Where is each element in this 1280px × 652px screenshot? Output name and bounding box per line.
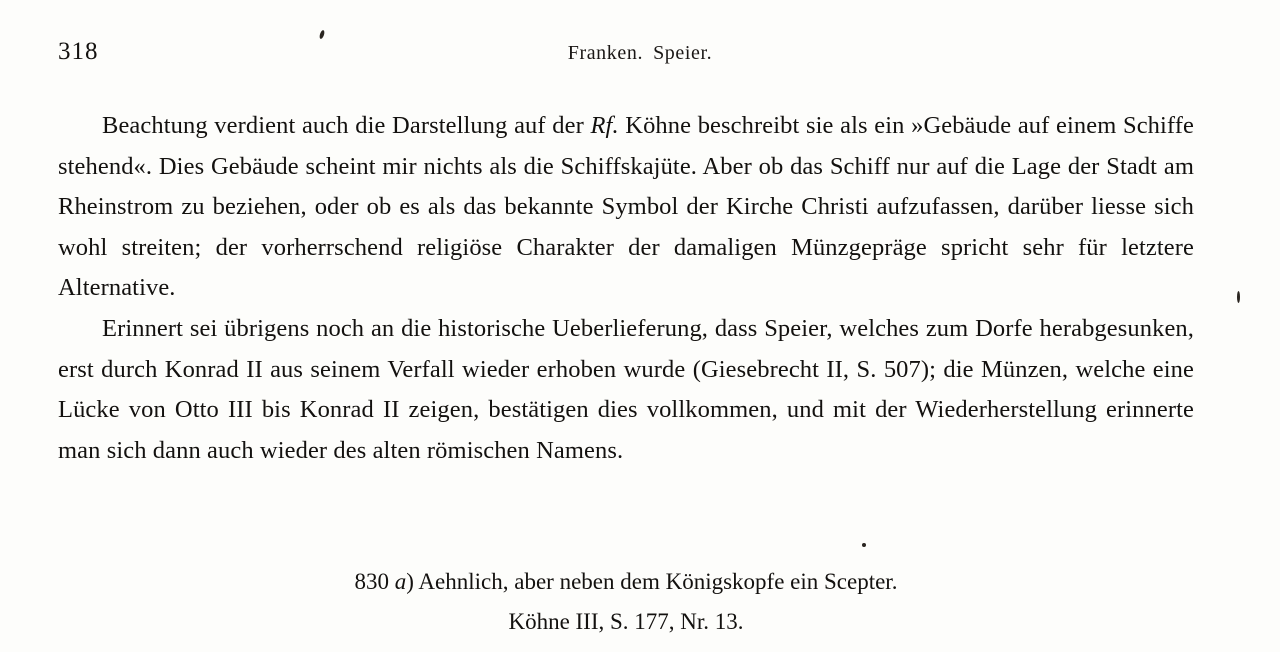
footnote-line-1: ) Aehnlich, aber neben dem Königskopfe ein Scepter. <box>406 569 898 594</box>
running-title-left: Franken. <box>567 42 644 64</box>
text-run: Erinnert sei übrigens noch an die historische Ueberlieferung, dass Speier, welches zum Dorfe herabgesunken, erst durch Konrad II aus seinem Verfall wieder erhoben wurde (Giesebrecht II, S. 507); die Münzen, welche eine Lücke von Otto III bis Konrad II zeigen, bestätigen dies vollkommen, und mit der Wiederherstellung erinnerte man sich dann auch wieder des alten römischen Namens. <box>58 314 1194 464</box>
text-run: Beachtung verdient auch die Darstellung auf der <box>102 112 591 139</box>
paragraph <box>58 309 1194 471</box>
ink-speck-icon <box>862 543 866 547</box>
page-number: 318 <box>58 38 99 65</box>
footnote <box>58 562 1194 642</box>
body-text <box>58 106 1194 471</box>
paragraph <box>58 106 1194 309</box>
running-title <box>0 42 1280 65</box>
footnote-letter: a <box>394 569 407 594</box>
footnote-line-2: Köhne III, S. 177, Nr. 13. <box>508 609 744 634</box>
text-run-italic: Rf. <box>590 112 619 139</box>
text-run: Köhne beschreibt sie als ein »Gebäude auf einem Schiffe stehend«. Dies Gebäude scheint mir nichts als die Schiffskajüte. Aber ob das Schiff nur auf die Lage der Stadt am Rheinstrom zu beziehen, oder ob es als das bekannte Symbol der Kirche Christi aufzufassen, darüber liesse sich wohl streiten; der vorherrschend religiöse Charakter der damaligen Münzgepräge spricht sehr für letztere Alternative. <box>58 112 1194 302</box>
ink-speck-icon <box>1237 291 1240 303</box>
page-header <box>0 38 1280 70</box>
running-title-right: Speier. <box>653 42 713 64</box>
footnote-number: 830 <box>354 569 390 594</box>
